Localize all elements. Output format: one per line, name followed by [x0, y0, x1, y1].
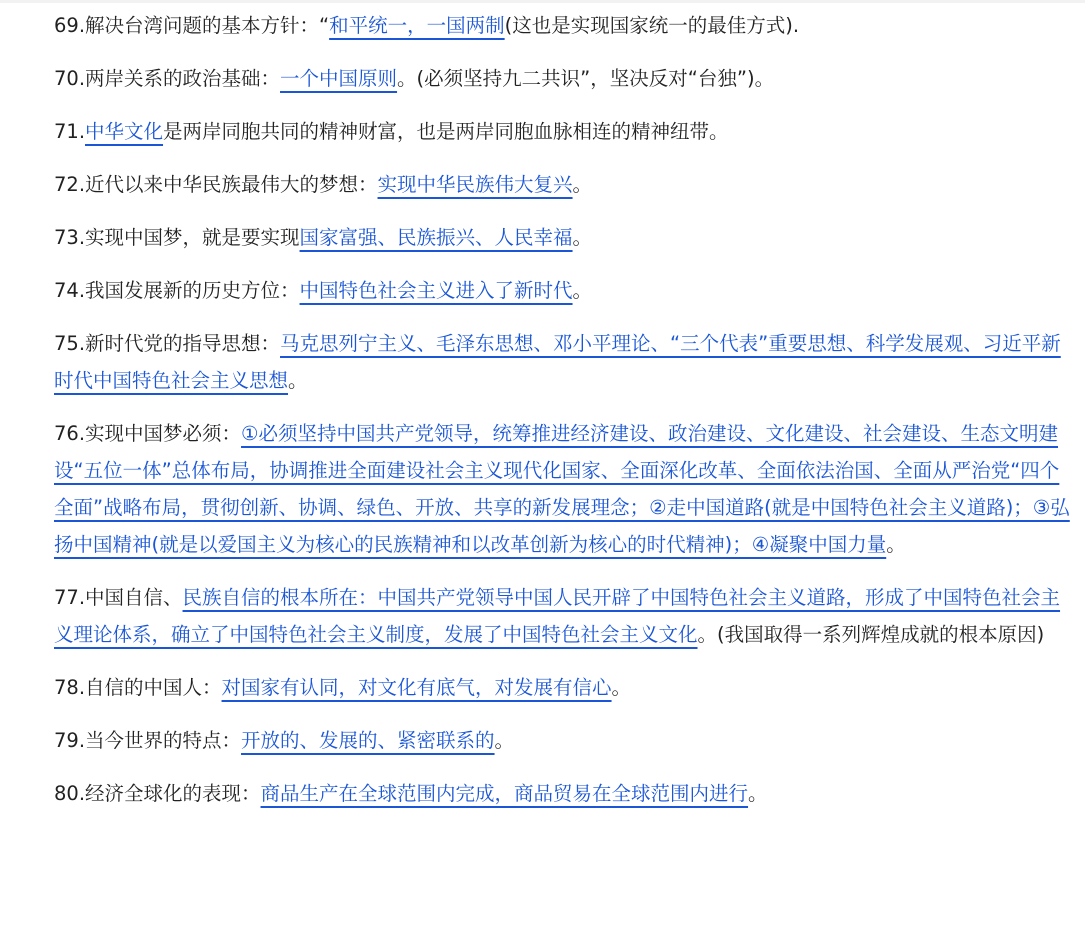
item-link[interactable]: 中国特色社会主义进入了新时代: [299, 279, 573, 302]
item-number: 72.: [54, 173, 86, 196]
item-number: 71.: [54, 120, 86, 143]
list-item: [54, 722, 1073, 759]
list-item: [54, 775, 1073, 812]
item-text: 。: [572, 279, 593, 302]
item-text: 。(我国取得一系列辉煌成就的根本原因): [697, 623, 1045, 646]
item-number: 78.: [54, 676, 86, 699]
list-item: [54, 60, 1073, 97]
item-number: 76.: [54, 422, 86, 445]
list-item: [54, 325, 1073, 399]
item-number: 69.: [54, 14, 86, 37]
item-text: (这也是实现国家统一的最佳方式).: [504, 14, 800, 37]
item-link[interactable]: 民族自信的根本所在：中国共产党领导中国人民开辟了中国特色社会主义道路，形成了中国特色社会主义理论体系，确立了中国特色社会主义制度，发展了中国特色社会主义文化: [54, 586, 1061, 646]
item-link[interactable]: ①必须坚持中国共产党领导，统筹推进经济建设、政治建设、文化建设、社会建设、生态文明建设“五位一体”总体布局，协调推进全面建设社会主义现代化国家、全面深化改革、全面依法治国、全面从严治党“四个全面”战略布局，贯彻创新、协调、绿色、开放、共享的新发展理念；②走中国道路(就是中国特色社会主义道路)；③弘扬中国精神(就是以爱国主义为核心的民族精神和以改革创新为核心的时代精神)；④凝聚中国力量: [54, 422, 1070, 556]
item-text: 经济全球化的表现：: [85, 782, 261, 805]
item-text: 。: [886, 533, 906, 556]
item-link[interactable]: 实现中华民族伟大复兴: [377, 173, 573, 196]
item-number: 79.: [54, 729, 86, 752]
item-text: 解决台湾问题的基本方针：“: [85, 14, 330, 37]
item-number: 73.: [54, 226, 86, 249]
item-text: 实现中国梦必须：: [85, 422, 242, 445]
item-text: 。: [288, 369, 308, 392]
item-number: 70.: [54, 67, 86, 90]
item-text: 。: [748, 782, 768, 805]
item-text: 新时代党的指导思想：: [85, 332, 281, 355]
list-item: [54, 113, 1073, 150]
item-number: 74.: [54, 279, 86, 302]
item-text: 当今世界的特点：: [85, 729, 242, 752]
list-item: [54, 415, 1073, 563]
item-link[interactable]: 对国家有认同，对文化有底气，对发展有信心: [221, 676, 612, 699]
item-link[interactable]: 中华文化: [85, 120, 164, 143]
item-text: 实现中国梦，就是要实现: [85, 226, 300, 249]
item-link[interactable]: 马克思列宁主义、毛泽东思想、邓小平理论、“三个代表”重要思想、科学发展观、习近平新时代中国特色社会主义思想: [54, 332, 1061, 392]
list-item: [54, 272, 1073, 309]
item-text: 。(必须坚持九二共识”，坚决反对“台独”)。: [397, 67, 775, 90]
item-text: 两岸关系的政治基础：: [85, 67, 281, 90]
list-item: [54, 166, 1073, 203]
item-link[interactable]: 开放的、发展的、紧密联系的: [241, 729, 495, 752]
list-item: [54, 7, 1073, 44]
item-link[interactable]: 商品生产在全球范围内完成，商品贸易在全球范围内进行: [260, 782, 749, 805]
item-text: 。: [494, 729, 515, 752]
item-number: 80.: [54, 782, 86, 805]
item-text: 近代以来中华民族最伟大的梦想：: [85, 173, 378, 196]
item-text: 。: [611, 676, 632, 699]
item-link[interactable]: 一个中国原则: [280, 67, 398, 90]
item-number: 75.: [54, 332, 86, 355]
top-divider: [0, 0, 1085, 3]
item-text: 。: [572, 226, 593, 249]
item-text: 中国自信、: [85, 586, 183, 609]
list-item: [54, 579, 1073, 653]
item-text: 。: [572, 173, 593, 196]
list-item: [54, 669, 1073, 706]
item-text: 是两岸同胞共同的精神财富，也是两岸同胞血脉相连的精神纽带。: [163, 120, 729, 143]
item-text: 自信的中国人：: [85, 676, 222, 699]
item-number: 77.: [54, 586, 86, 609]
item-link[interactable]: 国家富强、民族振兴、人民幸福: [299, 226, 573, 249]
item-link[interactable]: 和平统一，一国两制: [329, 14, 505, 37]
item-text: 我国发展新的历史方位：: [85, 279, 300, 302]
list-item: [54, 219, 1073, 256]
